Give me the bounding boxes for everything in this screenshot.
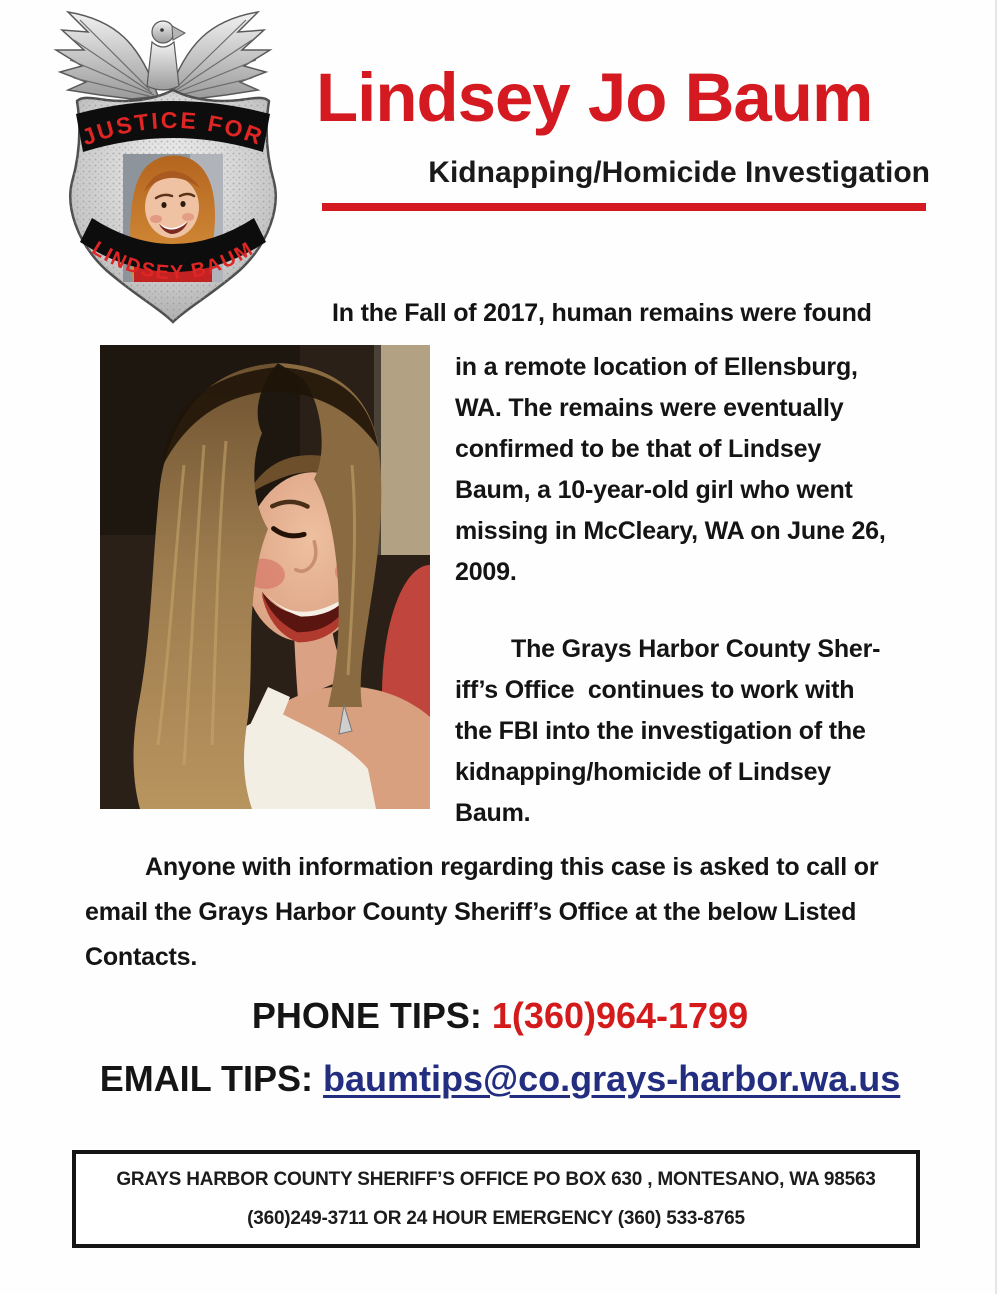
email-tips-label: EMAIL TIPS: bbox=[99, 1058, 324, 1099]
paragraph1-line1: In the Fall of 2017, human remains were found bbox=[332, 299, 872, 327]
phone-tips-label: PHONE TIPS: bbox=[251, 995, 492, 1036]
paragraph-line: the FBI into the investigation of the bbox=[455, 717, 866, 745]
paragraph-line: in a remote location of Ellensburg, bbox=[455, 353, 858, 381]
justice-badge-image bbox=[40, 2, 298, 334]
paragraph-line: Baum. bbox=[455, 799, 531, 827]
footer-phone-line: (360)249-3711 OR 24 HOUR EMERGENCY (360) 533-8765 bbox=[247, 1208, 745, 1229]
red-divider-line bbox=[322, 203, 926, 211]
page-subtitle: Kidnapping/Homicide Investigation bbox=[428, 156, 930, 189]
paragraph-line: iff’s Office continues to work with bbox=[455, 676, 855, 704]
paragraph-line: 2009. bbox=[455, 558, 517, 586]
paragraph3-block bbox=[85, 845, 878, 980]
paragraph2-block bbox=[455, 629, 880, 834]
paragraph1-block bbox=[455, 347, 886, 593]
badge-bottom-banner-text: LINDSEY BAUM bbox=[88, 237, 258, 285]
scan-edge-artifact bbox=[995, 0, 997, 1294]
portrait-photo bbox=[100, 345, 430, 809]
paragraph-line: confirmed to be that of Lindsey bbox=[455, 435, 822, 463]
paragraph-line: email the Grays Harbor County Sheriff’s Office at the below Listed bbox=[85, 898, 857, 926]
footer-address-line: GRAYS HARBOR COUNTY SHERIFF’S OFFICE PO BOX 630 , MONTESANO, WA 98563 bbox=[116, 1169, 876, 1190]
paragraph-line: kidnapping/homicide of Lindsey bbox=[455, 758, 831, 786]
email-tips-link[interactable]: baumtips@co.grays-harbor.wa.us bbox=[323, 1058, 901, 1099]
paragraph-line: Baum, a 10-year-old girl who went bbox=[455, 476, 853, 504]
eagle-crest-icon bbox=[56, 12, 270, 99]
phone-tips-number: 1(360)964-1799 bbox=[491, 995, 749, 1036]
email-tips-line bbox=[0, 1058, 1000, 1100]
badge-top-banner-text: JUSTICE FOR bbox=[78, 106, 268, 151]
page-title: Lindsey Jo Baum bbox=[316, 59, 873, 136]
paragraph-line: Anyone with information regarding this case is asked to call or bbox=[145, 853, 879, 881]
paragraph-line: WA. The remains were eventually bbox=[455, 394, 844, 422]
footer-contact-box bbox=[72, 1150, 920, 1248]
paragraph-line: The Grays Harbor County Sher- bbox=[511, 635, 881, 663]
phone-tips-line bbox=[0, 995, 1000, 1037]
paragraph-line: missing in McCleary, WA on June 26, bbox=[455, 517, 886, 545]
paragraph-line: Contacts. bbox=[85, 943, 198, 971]
